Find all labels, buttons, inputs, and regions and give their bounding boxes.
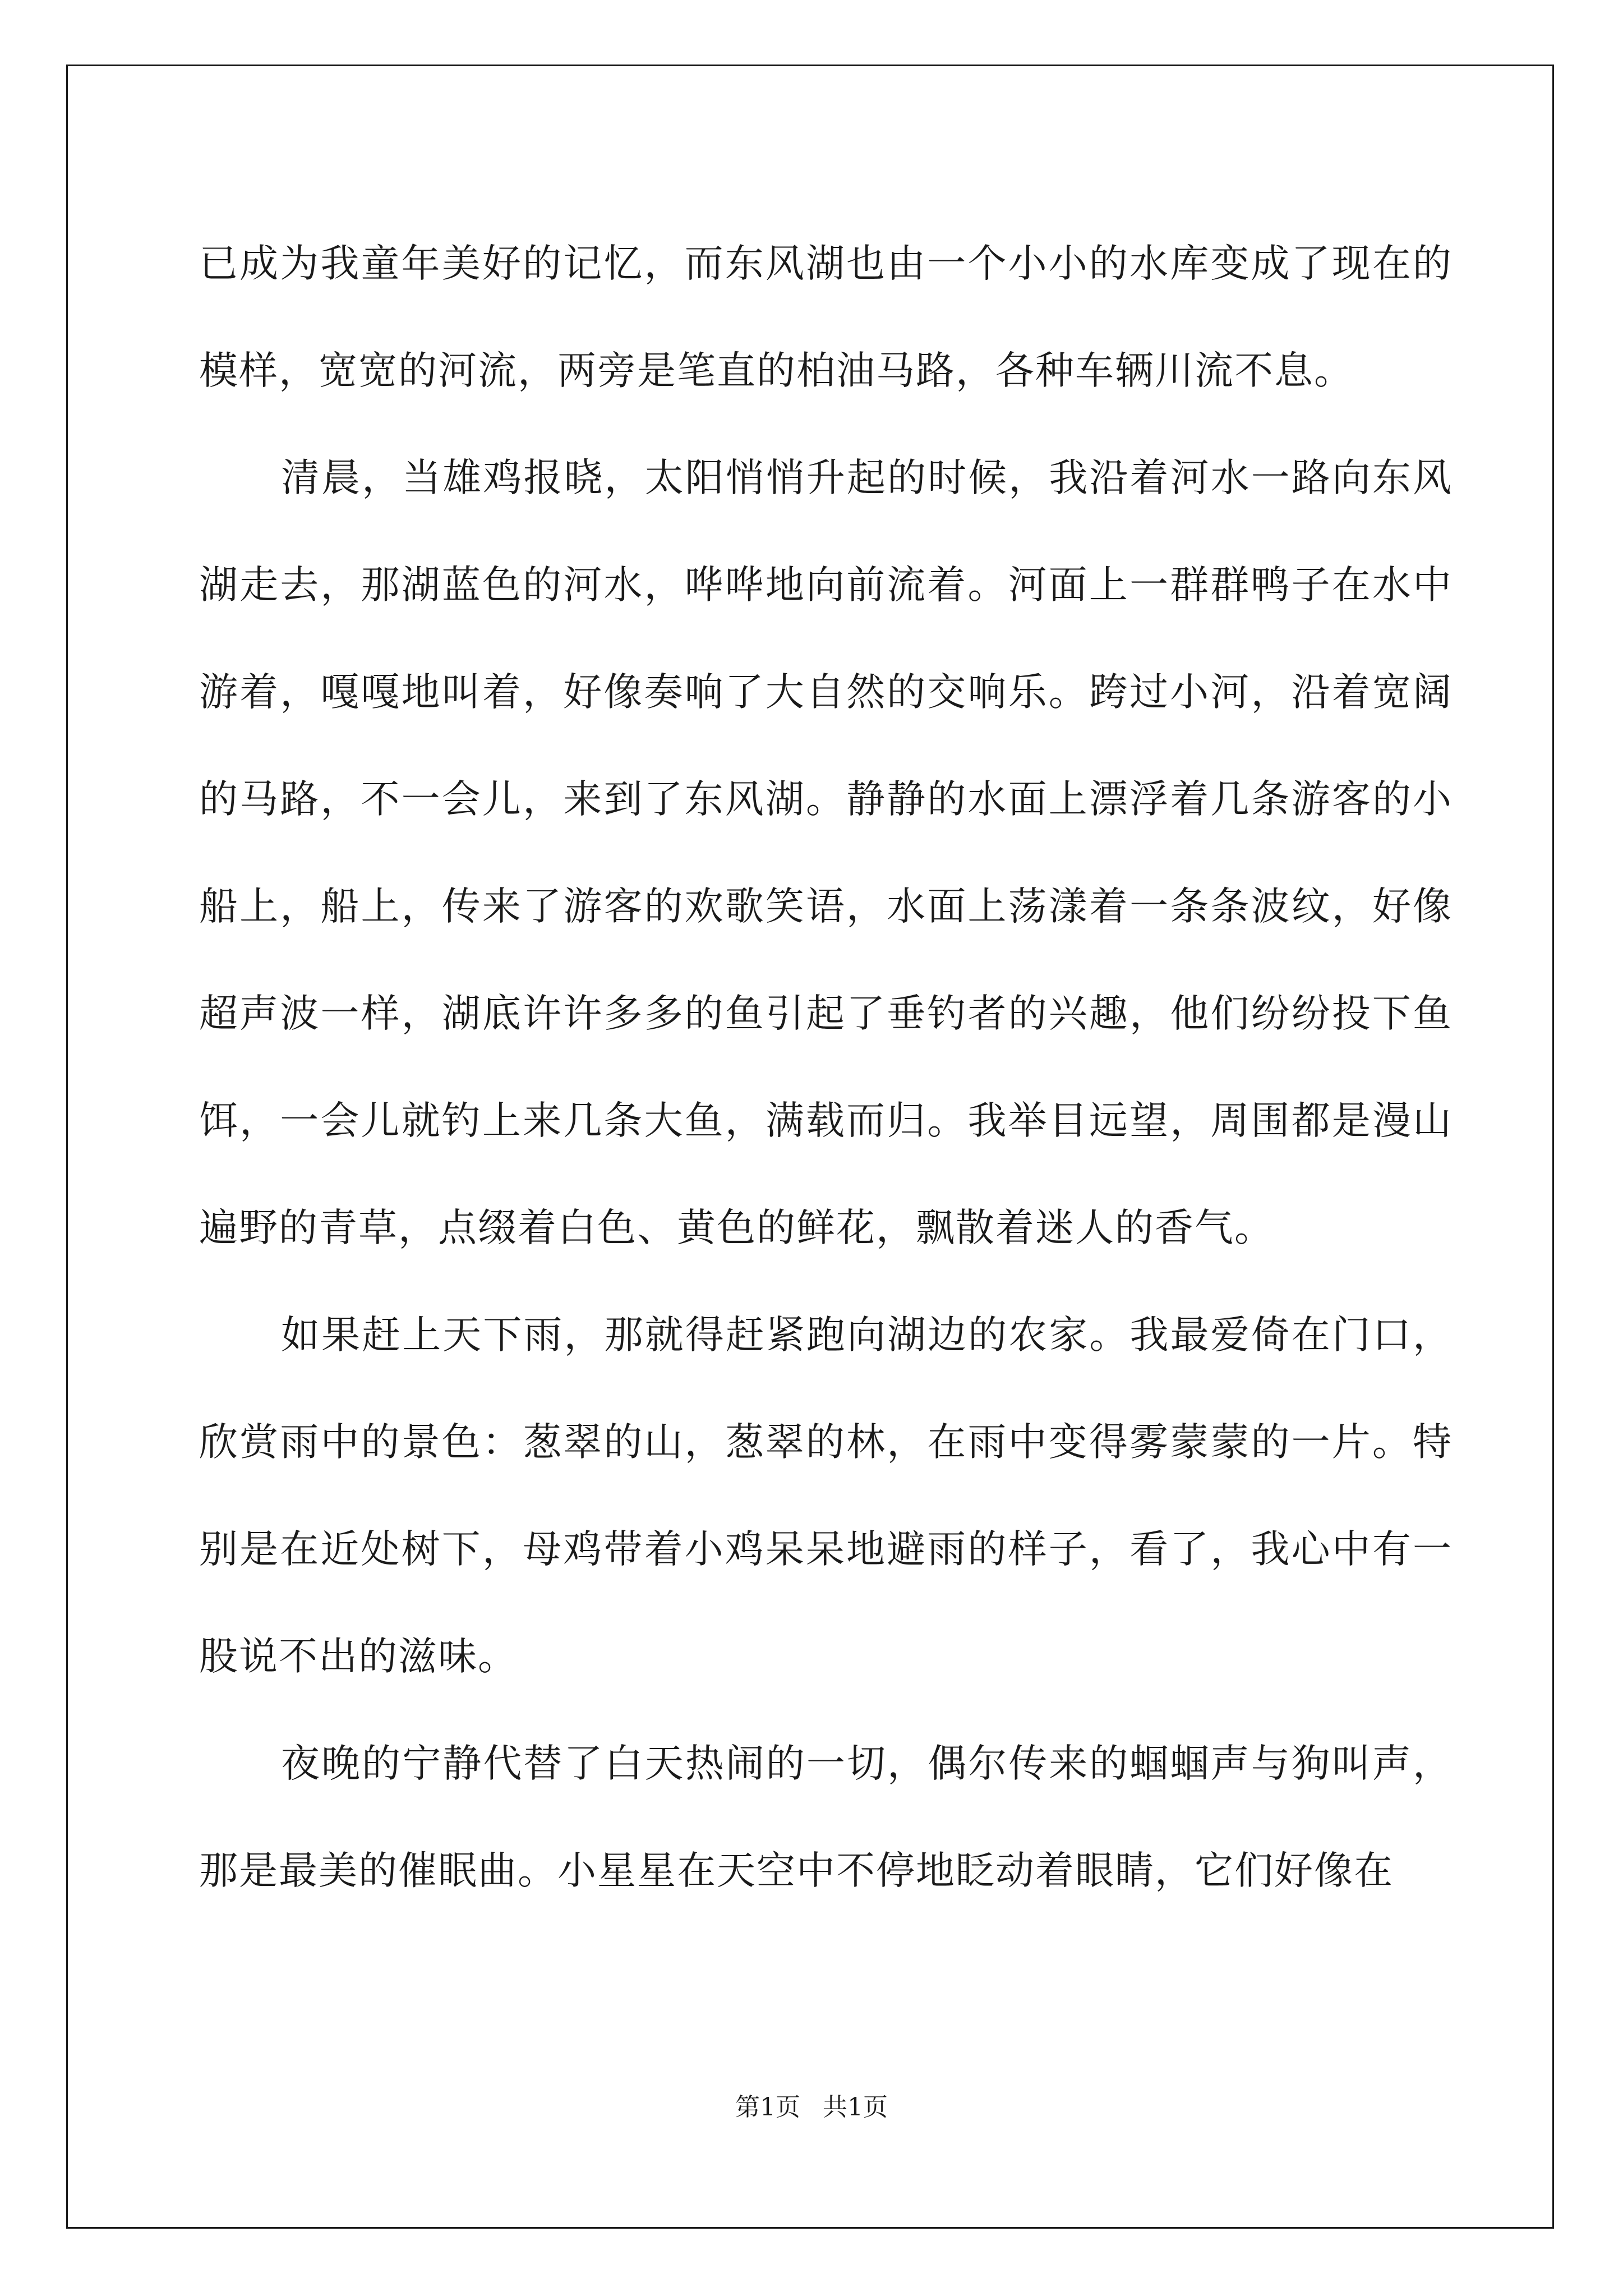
paragraph: 如果赶上天下雨，那就得赶紧跑向湖边的农家。我最爱倚在门口，欣赏雨中的景色：葱翠的山，葱翠的林，在雨中变得雾蒙蒙的一片。特别是在近处树下，母鸡带着小鸡呆呆地避雨的样子，看了，我心中有一股说不出的滋味。 xyxy=(199,1313,1453,1679)
page-total: 共1页 xyxy=(823,2093,888,2122)
document-body xyxy=(199,210,1453,1925)
paragraph: 夜晚的宁静代替了白天热闹的一切，偶尔传来的蝈蝈声与狗叫声，那是最美的催眠曲。小星星在天空中不停地眨动着眼睛，它们好像在 xyxy=(199,1741,1453,1893)
paragraph: 清晨，当雄鸡报晓，太阳悄悄升起的时候，我沿着河水一路向东风湖走去，那湖蓝色的河水，哗哗地向前流着。河面上一群群鸭子在水中游着，嘎嘎地叫着，好像奏响了大自然的交响乐。跨过小河，沿着宽阔的马路，不一会儿，来到了东风湖。静静的水面上漂浮着几条游客的小船上，船上，传来了游客的欢歌笑语，水面上荡漾着一条条波纹，好像超声波一样，湖底许许多多的鱼引起了垂钓者的兴趣，他们纷纷投下鱼饵，一会儿就钓上来几条大鱼，满载而归。我举目远望，周围都是漫山遍野的青草，点缀着白色、黄色的鲜花，飘散着迷人的香气。 xyxy=(199,455,1453,1250)
page-number: 第1页 xyxy=(735,2093,800,2122)
paragraph: 已成为我童年美好的记忆，而东风湖也由一个小小的水库变成了现在的模样，宽宽的河流，两旁是笔直的柏油马路，各种车辆川流不息。 xyxy=(199,241,1453,393)
page-footer xyxy=(0,2087,1623,2123)
